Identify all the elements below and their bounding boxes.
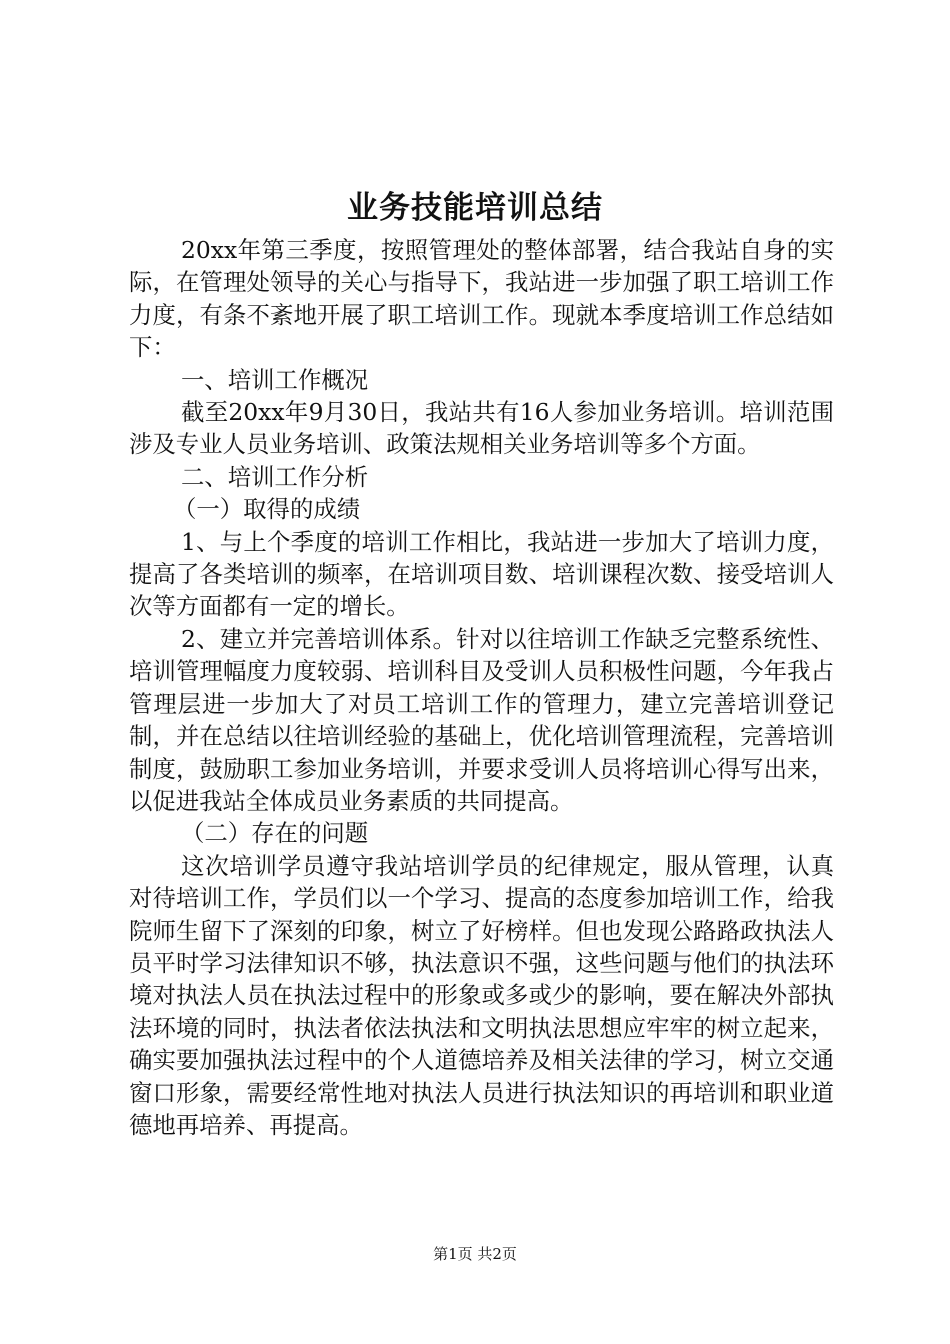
- page-footer: 第1页 共2页: [433, 1245, 517, 1263]
- document-title: 业务技能培训总结: [347, 190, 603, 226]
- paragraph-problems: 这次培训学员遵守我站培训学员的纪律规定，服从管理，认真对待培训工作，学员们以一个学习、提高的态度参加培训工作，给我院师生留下了深刻的印象，树立了好榜样。但也发现公路路政执法人员平时学习法律知识不够，执法意识不强，这些问题与他们的执法环境对执法人员在执法过程中的形象或多或少的影响，要在解决外部执法环境的同时，执法者依法执法和文明执法思想应牢牢的树立起来，确实要加强执法过程中的个人道德培养及相关法律的学习，树立交通窗口形象，需要经常性地对执法人员进行执法知识的再培训和职业道德地再培养、再提高。: [129, 851, 834, 1139]
- paragraph-overview: 截至20xx年9月30日，我站共有16人参加业务培训。培训范围涉及专业人员业务培训、政策法规相关业务培训等多个方面。: [129, 398, 834, 459]
- document-body: [129, 234, 834, 1141]
- subheading-achievements: （一）取得的成绩: [173, 495, 361, 524]
- paragraph-achievement-1: 1、与上个季度的培训工作相比，我站进一步加大了培训力度，提高了各类培训的频率，在培训项目数、培训课程次数、接受培训人次等方面都有一定的增长。: [129, 527, 834, 621]
- subheading-problems: （二）存在的问题: [181, 819, 369, 848]
- heading-analysis: 二、培训工作分析: [181, 462, 369, 491]
- heading-overview: 一、培训工作概况: [181, 365, 369, 394]
- paragraph-intro: 20xx年第三季度，按照管理处的整体部署，结合我站自身的实际，在管理处领导的关心与指导下，我站进一步加强了职工培训工作力度，有条不紊地开展了职工培训工作。现就本季度培训工作总结如下：: [129, 236, 834, 362]
- paragraph-achievement-2: 2、建立并完善培训体系。针对以往培训工作缺乏完整系统性、培训管理幅度力度较弱、培训科目及受训人员积极性问题，今年我占管理层进一步加大了对员工培训工作的管理力，建立完善培训登记制，并在总结以往培训经验的基础上，优化培训管理流程，完善培训制度，鼓励职工参加业务培训，并要求受训人员将培训心得写出来，以促进我站全体成员业务素质的共同提高。: [129, 624, 834, 815]
